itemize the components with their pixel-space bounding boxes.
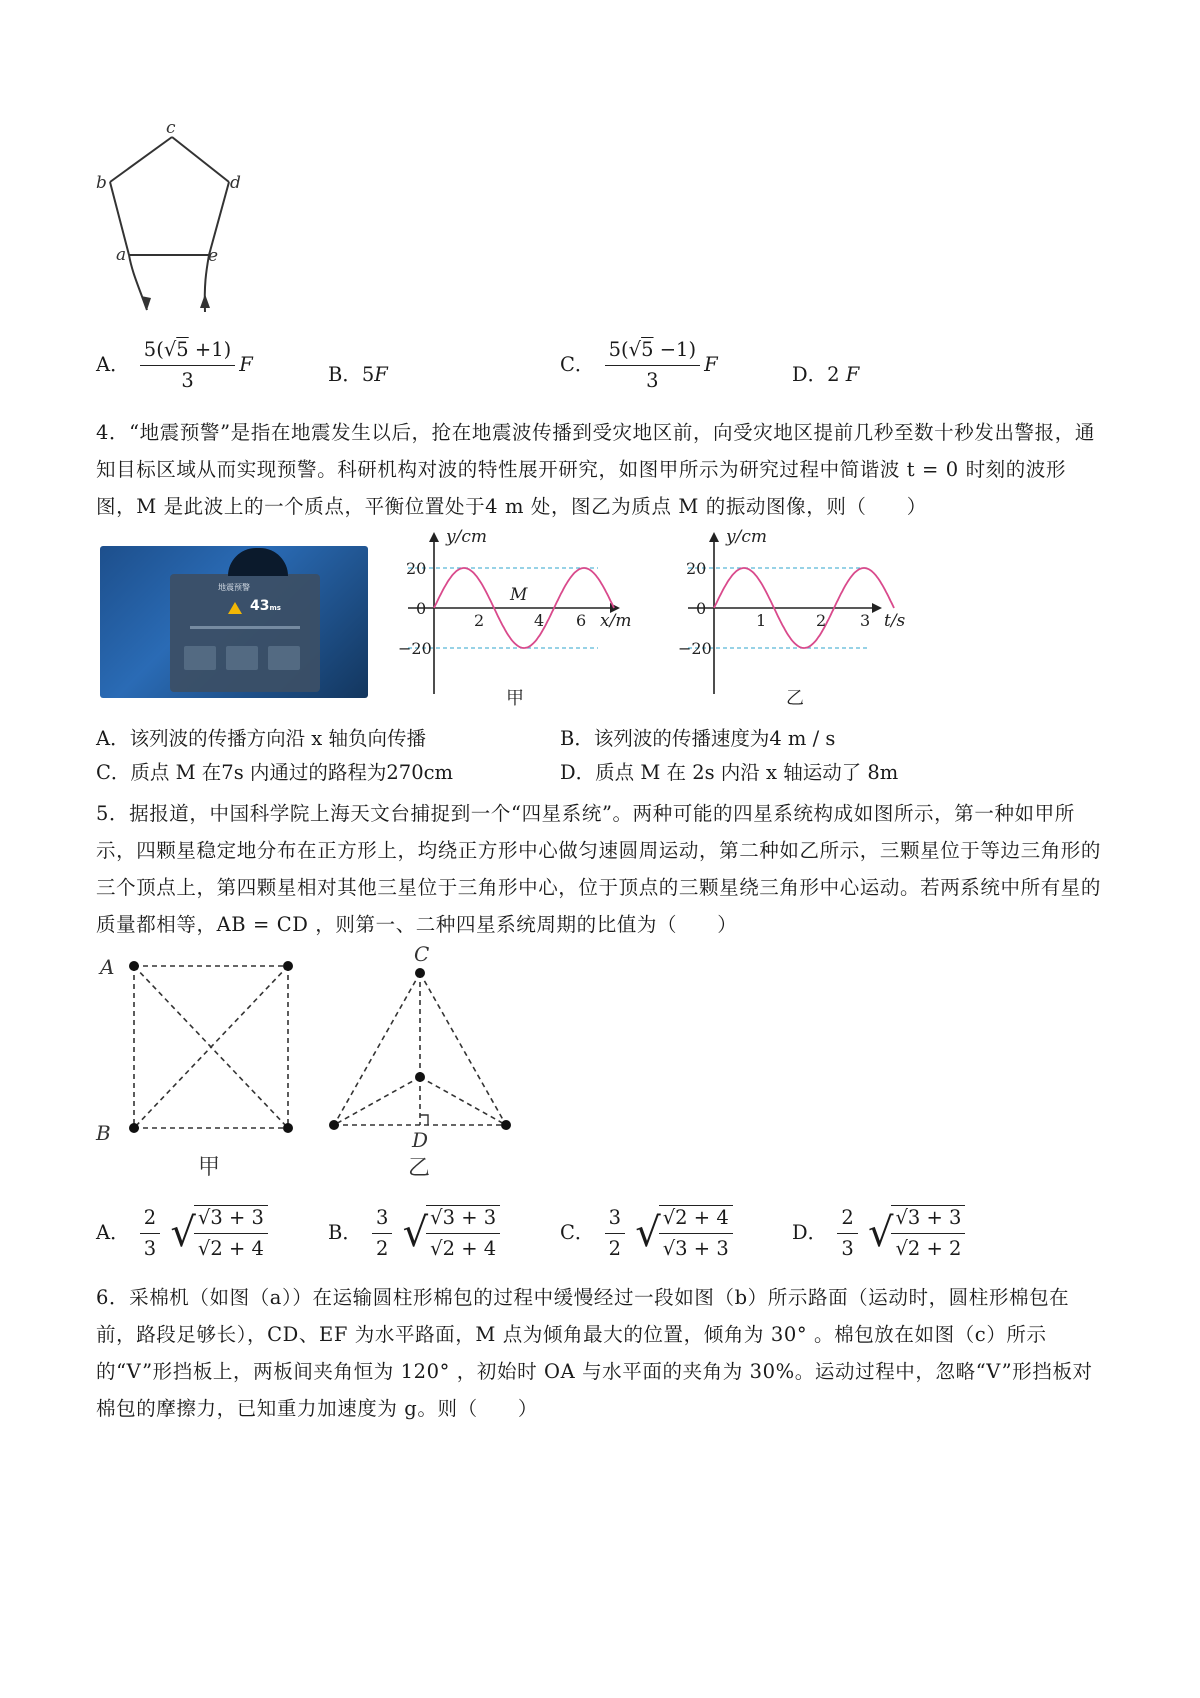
yi-xtick-1: 1 bbox=[756, 611, 767, 630]
q4-option-a[interactable]: A．该列波的传播方向沿 x 轴负向传播 bbox=[96, 727, 426, 750]
q5-stem: 5．据报道，中国科学院上海天文台捕捉到一个“四星系统”。两种可能的四星系统构成如图所示，第一种如甲所示，四颗星稳定地分布在正方形上，均绕正方形中心做匀速圆周运动，第二种如乙所示，三颗星位于等边三角形的三个顶点上，第四颗星相对其他三星位于三角形中心，位于顶点的三颗星绕三角形中心运动。若两系统中所有星的质量都相等，AB = CD ，则第一、二种四星系统周期的比值为（ ） bbox=[96, 802, 1102, 936]
warning-triangle-icon bbox=[228, 602, 242, 614]
jia-ytick-20: 20 bbox=[406, 559, 427, 578]
pentagon-circuit-figure bbox=[96, 120, 286, 330]
jia-point-m: M bbox=[510, 585, 528, 605]
pentagon-label-d: d bbox=[230, 173, 241, 193]
triangle-label-c: C bbox=[414, 942, 430, 966]
pentagon-label-b: b bbox=[96, 173, 107, 193]
q5-option-c[interactable]: C． $\frac{3}{2}$ √ $\frac{√2 + 4}{√3 + 3}$ bbox=[560, 1205, 737, 1261]
jia-xtick-6: 6 bbox=[576, 611, 587, 630]
triangle-label-d: D bbox=[412, 1128, 429, 1152]
q3-option-a[interactable]: A． $\frac{5(√5 +1)}{3}$ F bbox=[96, 338, 253, 392]
yi-caption: 乙 bbox=[786, 688, 804, 709]
wave-graph-jia bbox=[398, 528, 648, 718]
square-caption: 甲 bbox=[198, 1155, 221, 1180]
jia-xtick-2: 2 bbox=[474, 611, 485, 630]
yi-ytick-neg20: −20 bbox=[678, 639, 712, 658]
q5-option-d[interactable]: D． $\frac{2}{3}$ √ $\frac{√3 + 3}{√2 + 2}$ bbox=[792, 1205, 969, 1261]
q3-option-c[interactable]: C． $\frac{5(√5 -1)}{3}$ F bbox=[560, 338, 718, 392]
square-label-b: B bbox=[96, 1121, 111, 1145]
pentagon-label-c: c bbox=[166, 120, 176, 138]
option-letter: C． bbox=[560, 353, 595, 376]
q4-stem: 4．“地震预警”是指在地震发生以后，抢在地震波传播到受灾地区前，向受灾地区提前几秒至数十秒发出警报，通知目标区域从而实现预警。科研机构对波的特性展开研究，如图甲所示为研究过程中简谐波 t = 0 时刻的波形图，M 是此波上的一个质点，平衡位置处于4 m 处，图乙为质点 M 的振动图像，则（ ） bbox=[96, 421, 1095, 518]
q6-stem: 6．采棉机（如图（a））在运输圆柱形棉包的过程中缓慢经过一段如图（b）所示路面（运动时，圆柱形棉包在前，路段足够长），CD、EF 为水平路面，M 点为倾角最大的位置，倾角为 30° 。棉包放在如图（c）所示的“V”形挡板上，两板间夹角恒为 120° ，初始时 OA 与水平面的夹角为 30%。运动过程中，忽略“V”形挡板对棉包的摩擦力，已知重力加速度为 g。则（ ） bbox=[96, 1286, 1093, 1420]
jia-xtick-4: 4 bbox=[534, 611, 545, 630]
q3-option-d[interactable]: D．2 F bbox=[792, 363, 860, 386]
earthquake-warning-photo bbox=[100, 546, 368, 698]
fraction: $\frac{5(√5 +1)}{3}$ bbox=[140, 338, 235, 393]
warning-count: 43ms bbox=[250, 598, 281, 614]
q4-option-c[interactable]: C．质点 M 在7s 内通过的路程为270cm bbox=[96, 761, 454, 784]
jia-ytick-neg20: −20 bbox=[398, 639, 432, 658]
jia-xlabel: x/m bbox=[600, 611, 632, 631]
yi-ytick-20: 20 bbox=[686, 559, 707, 578]
option-letter: A． bbox=[96, 353, 130, 376]
yi-xtick-2: 2 bbox=[816, 611, 827, 630]
warning-title: 地震预警 bbox=[218, 583, 250, 592]
q4-option-b[interactable]: B．该列波的传播速度为4 m / s bbox=[560, 727, 836, 750]
q4-option-d[interactable]: D．质点 M 在 2s 内沿 x 轴运动了 8m bbox=[560, 761, 899, 784]
yi-ytick-0: 0 bbox=[696, 599, 707, 618]
yi-xtick-3: 3 bbox=[860, 611, 871, 630]
pentagon-label-e: e bbox=[208, 246, 219, 266]
vibration-graph-yi bbox=[678, 528, 928, 718]
four-star-triangle-figure bbox=[322, 935, 522, 1195]
yi-ylabel: y/cm bbox=[726, 528, 767, 547]
jia-caption: 甲 bbox=[506, 688, 524, 709]
square-label-a: A bbox=[100, 955, 115, 979]
jia-ylabel: y/cm bbox=[446, 528, 487, 547]
four-star-square-figure bbox=[92, 950, 322, 1190]
q5-option-a[interactable]: A． $\frac{2}{3}$ √ $\frac{√3 + 3}{√2 + 4}$ bbox=[96, 1205, 272, 1261]
pentagon-label-a: a bbox=[116, 245, 127, 265]
triangle-caption: 乙 bbox=[408, 1156, 431, 1181]
q5-option-b[interactable]: B． $\frac{3}{2}$ √ $\frac{√3 + 3}{√2 + 4}$ bbox=[328, 1205, 504, 1261]
jia-ytick-0: 0 bbox=[416, 599, 427, 618]
q3-option-b[interactable]: B．5F bbox=[328, 363, 388, 386]
fraction: $\frac{5(√5 -1)}{3}$ bbox=[605, 338, 700, 393]
yi-xlabel: t/s bbox=[884, 611, 906, 631]
